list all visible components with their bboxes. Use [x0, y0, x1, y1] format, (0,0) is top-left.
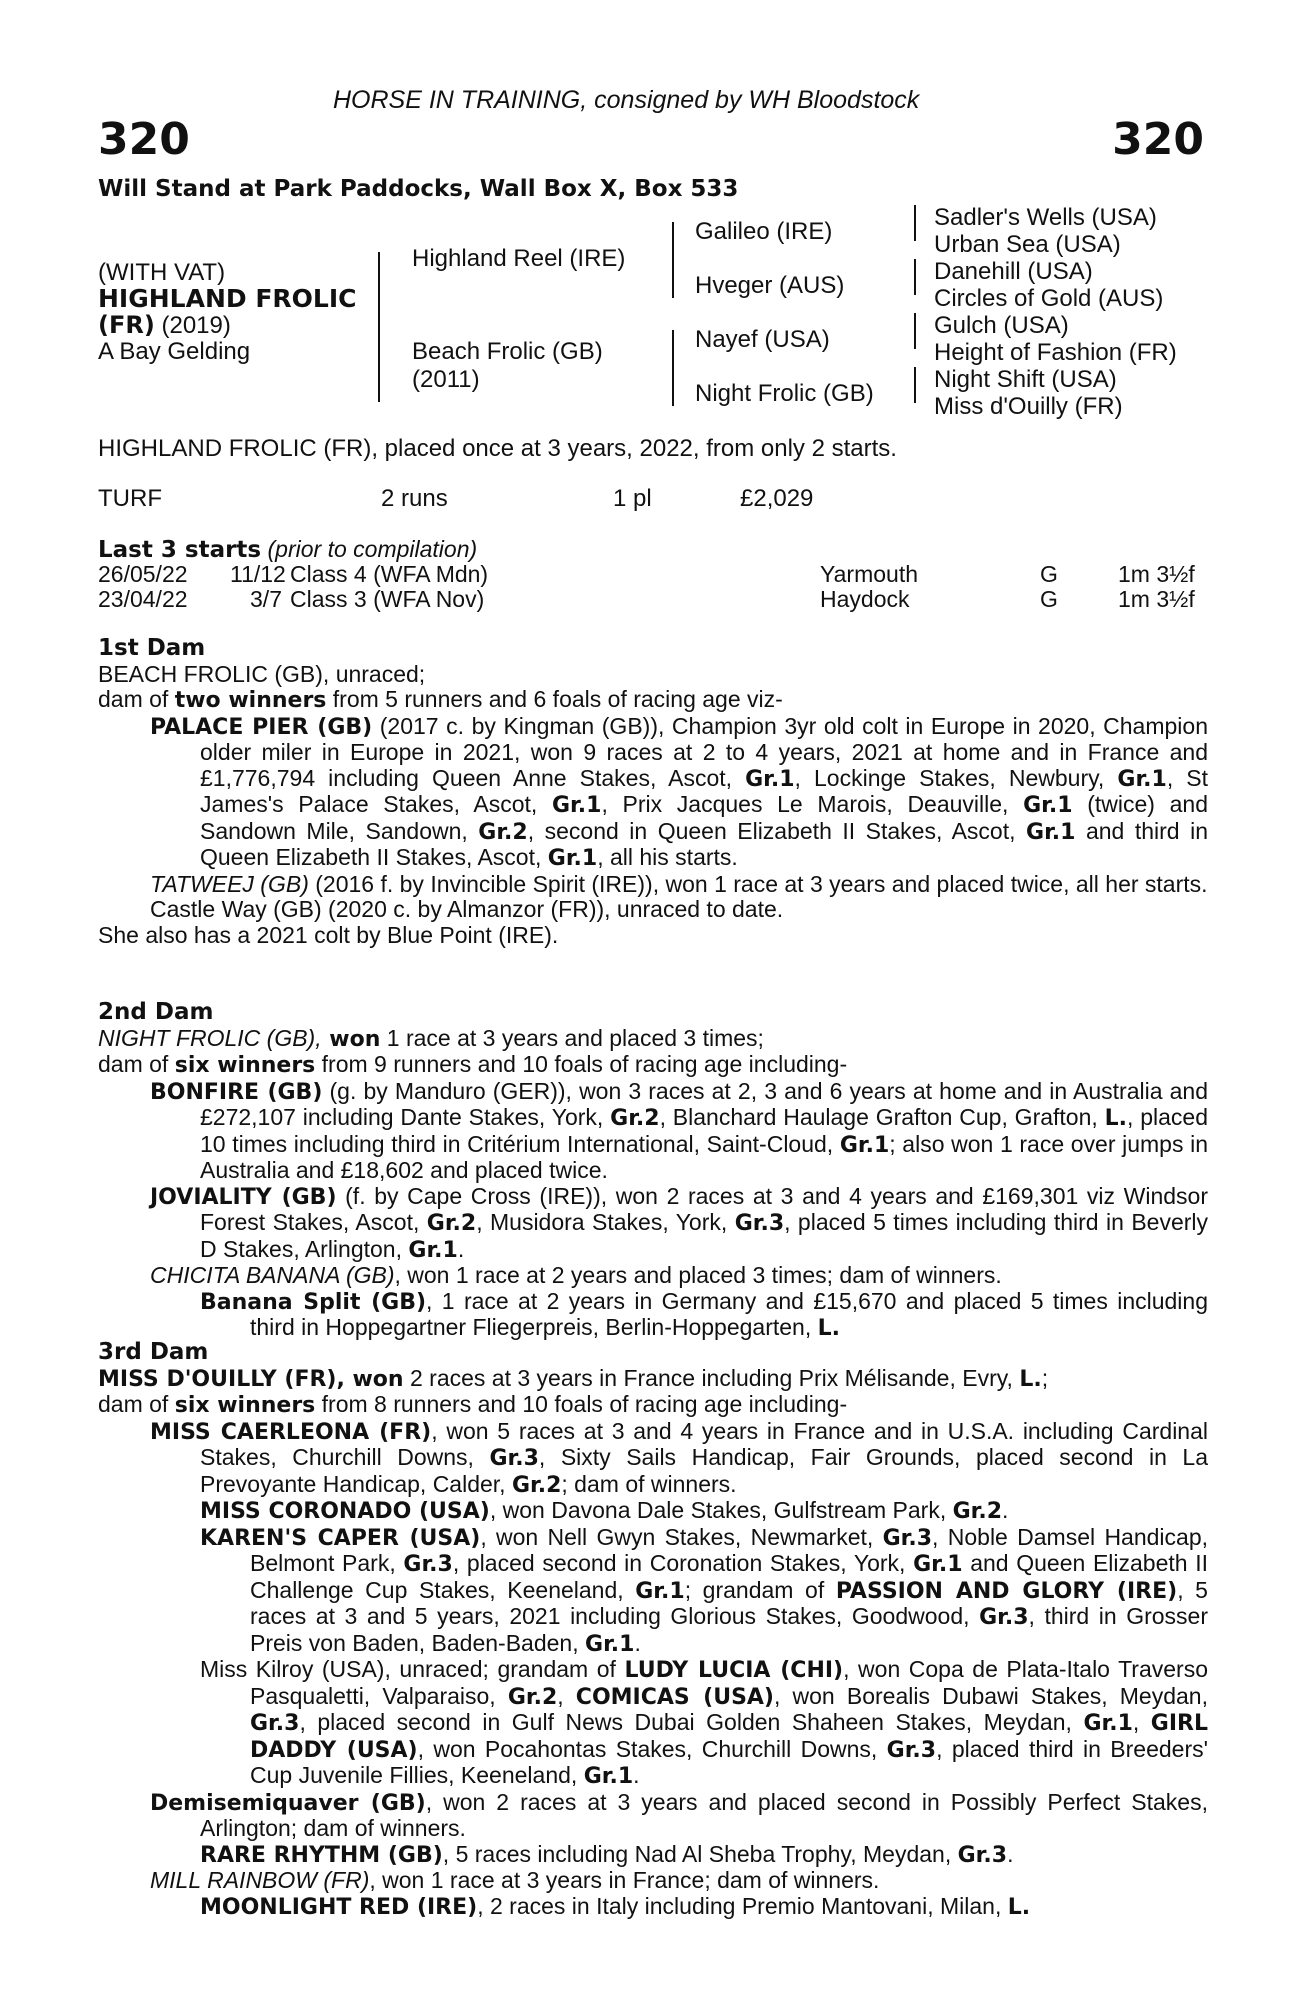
grade: Gr.1: [913, 1552, 963, 1577]
pedigree-dam-year: (2011): [412, 366, 480, 393]
pedigree-sire-dam: Hveger (AUS): [695, 272, 845, 299]
horse-name: COMICAS (USA): [575, 1684, 774, 1710]
dam-name: NIGHT FROLIC (GB),: [98, 1024, 322, 1051]
horse-name: MISS CAERLEONA (FR): [150, 1419, 432, 1445]
record-earnings: £2,029: [740, 485, 814, 512]
text: , third in Grosser Preis von Baden, Baden-Baden,: [250, 1603, 1208, 1656]
start-row-1-date: 26/05/22: [98, 561, 188, 587]
grade: Gr.1: [552, 793, 602, 818]
grade: Gr.3: [886, 1737, 937, 1763]
text: ; grandam of: [684, 1576, 836, 1603]
text: from 8 runners and 10 foals of racing age including-: [315, 1391, 848, 1417]
text: , won Pocahontas Stakes, Churchill Downs,: [417, 1735, 887, 1762]
won-label: , won: [336, 1366, 404, 1392]
horse-name: KAREN'S CAPER (USA): [200, 1525, 481, 1551]
produce-miss-caerleona: [98, 1419, 1208, 1499]
text: dam of: [98, 1051, 175, 1077]
dam-name: MISS D'OUILLY (FR): [98, 1366, 337, 1392]
pedigree-sss: Sadler's Wells (USA): [934, 204, 1157, 231]
start-row-2-date: 23/04/22: [98, 586, 188, 612]
produce-bonfire: [98, 1079, 1208, 1184]
horse-name: BONFIRE (GB): [150, 1079, 323, 1105]
last-starts-note: (prior to compilation): [267, 536, 478, 562]
record-runs: 2 runs: [381, 485, 448, 512]
horse-name: MOONLIGHT RED (IRE): [200, 1894, 478, 1920]
text: and third in Queen Elizabeth II Stakes, Ascot,: [200, 817, 1208, 870]
pedigree-brace-nightfrolic: [914, 367, 916, 403]
produce-palace-pier: [98, 714, 1208, 872]
produce-also: She also has a 2021 colt by Blue Point (IRE).: [98, 921, 559, 948]
horse-name: Banana Split (GB): [200, 1289, 427, 1315]
last-starts-title: Last 3 starts: [98, 537, 262, 563]
second-dam-section: [98, 1000, 1208, 1342]
text: , Prix Jacques Le Marois, Deauville,: [601, 791, 1024, 817]
text: and Queen Elizabeth II Challenge Cup Stakes, Keeneland,: [250, 1550, 1209, 1603]
text: (2016 f. by Invincible Spirit (IRE)), won 1 race at 3 years and placed twice, all her starts.: [308, 870, 1208, 897]
horse-name: TATWEEJ (GB): [150, 870, 309, 897]
grade: Gr.1: [745, 766, 795, 792]
text: , 1 race at 2 years in Germany and £15,670 and placed 5 times including third in Hoppegartner Fliegerpreis, Berlin-Hoppegarten,: [250, 1287, 1208, 1340]
text: from 9 runners and 10 foals of racing age including-: [315, 1051, 848, 1077]
grade: Gr.1: [1026, 819, 1076, 845]
text: , placed second in Gulf News Dubai Golden Shaheen Stakes, Meydan,: [299, 1709, 1084, 1735]
start-row-2-class: Class 3 (WFA Nov): [290, 586, 485, 612]
pedigree-brace-dam: [672, 330, 674, 406]
text: , all his starts.: [597, 844, 738, 870]
text: 2 races at 3 years in France including Prix Mélisande, Evry,: [403, 1364, 1020, 1391]
text: .: [1007, 1840, 1014, 1867]
text: (g. by Manduro (GER)), won 3 races at 2, 3 and 6 years at home and in Australia and £272,107 including Dante Stakes, York,: [200, 1077, 1208, 1130]
horse-name: HIGHLAND FROLIC: [98, 284, 357, 313]
grade: Gr.2: [952, 1499, 1003, 1524]
grade: Gr.2: [511, 1472, 562, 1498]
pedigree-ddd: Miss d'Ouilly (FR): [934, 393, 1123, 420]
pedigree-dam: Beach Frolic (GB): [412, 338, 603, 365]
text: , won Nell Gwyn Stakes, Newmarket,: [480, 1523, 883, 1550]
grade: Gr.2: [478, 819, 528, 845]
text: ,: [557, 1682, 576, 1709]
stand-location: Will Stand at Park Paddocks, Wall Box X, Box 533: [98, 176, 739, 202]
pedigree-ssd: Urban Sea (USA): [934, 231, 1121, 258]
grade: Gr.3: [979, 1605, 1029, 1630]
record-surface: TURF: [98, 485, 162, 512]
grade: Gr.1: [583, 1764, 634, 1789]
grade: Gr.1: [839, 1132, 890, 1158]
text: , 5 races at 3 and 5 years, 2021 including Glorious Stakes, Goodwood,: [250, 1576, 1208, 1629]
text: 1 race at 3 years and placed 3 times;: [380, 1024, 764, 1051]
grade: L.: [1104, 1106, 1127, 1131]
last-starts-heading: [98, 536, 477, 563]
text: , placed 10 times including third in Critérium International, Saint-Cloud,: [200, 1104, 1209, 1157]
horse-name: GIRL DADDY (USA): [250, 1711, 1208, 1763]
winners-count: six winners: [174, 1053, 316, 1078]
text: .: [633, 1762, 640, 1788]
pedigree-sire: Highland Reel (IRE): [412, 245, 626, 272]
won-label: won: [321, 1026, 381, 1052]
text: from 5 runners and 6 foals of racing age viz-: [326, 686, 783, 712]
text: , won 5 races at 3 and 4 years in France and in U.S.A. including Cardinal Stakes, Churchill Downs,: [200, 1417, 1208, 1470]
horse-name: MILL RAINBOW (FR): [150, 1867, 370, 1893]
first-dam-section: [98, 636, 1208, 948]
consignor-line: HORSE IN TRAINING, consigned by WH Bloodstock: [333, 86, 920, 114]
text: ; dam of winners.: [561, 1470, 737, 1497]
grade: Gr.3: [734, 1211, 785, 1236]
produce-rare-rhythm: [98, 1842, 1208, 1869]
text: dam of: [98, 686, 175, 712]
text: , won 1 race at 2 years and placed 3 times; dam of winners.: [394, 1262, 1002, 1288]
text: Miss Kilroy (USA), unraced; grandam of: [200, 1656, 625, 1682]
text: , won Borealis Dubawi Stakes, Meydan,: [774, 1682, 1208, 1709]
third-dam-produce-line: [98, 1392, 1208, 1419]
third-dam-line: [98, 1366, 1208, 1393]
horse-name: CHICITA BANANA (GB): [150, 1262, 395, 1288]
first-dam-produce-line: [98, 687, 1208, 714]
text: , won 2 races at 3 years and placed second in Possibly Perfect Stakes, Arlington; dam of winners.: [200, 1788, 1208, 1841]
start-row-1-class: Class 4 (WFA Mdn): [290, 561, 489, 587]
grade: L.: [1007, 1894, 1031, 1920]
second-dam-line: [98, 1026, 1208, 1053]
winners-count: two winners: [174, 688, 327, 713]
start-row-2-going: G: [1040, 586, 1058, 612]
text: , placed third in Breeders' Cup Juvenile Fillies, Keeneland,: [250, 1735, 1208, 1788]
start-row-2-course: Haydock: [820, 586, 910, 612]
grade: Gr.1: [1083, 1711, 1133, 1736]
produce-karens-caper: [98, 1525, 1208, 1658]
text: , Noble Damsel Handicap, Belmont Park,: [250, 1523, 1209, 1576]
pedigree-dss: Gulch (USA): [934, 312, 1069, 339]
pedigree-brace-hveger: [914, 259, 916, 295]
text: (f. by Cape Cross (IRE)), won 2 races at 3 and 4 years and £169,301 viz Windsor Forest Stakes, Ascot,: [200, 1182, 1208, 1235]
produce-joviality: [98, 1184, 1208, 1264]
horse-name: JOVIALITY (GB): [150, 1184, 337, 1210]
pedigree-brace-galileo: [914, 205, 916, 241]
pedigree-dam-dam: Night Frolic (GB): [695, 380, 874, 407]
text: , Blanchard Haulage Grafton Cup, Grafton,: [659, 1104, 1105, 1130]
grade: Gr.3: [489, 1446, 539, 1471]
horse-name: Demisemiquaver (GB): [150, 1790, 426, 1816]
pedigree-dds: Night Shift (USA): [934, 366, 1117, 393]
text: .: [1002, 1497, 1009, 1523]
start-row-1-distance: 1m 3½f: [1118, 561, 1195, 587]
pedigree-brace-nayef: [914, 313, 916, 349]
text: (2017 c. by Kingman (GB)), Champion 3yr old colt in Europe in 2020, Champion older miler in Europe in 2021, won 9 races at 2 to 4 years, 2021 at home and in France and £1,776,794 including Queen Anne Stakes, Ascot,: [200, 712, 1208, 791]
text: , won 1 race at 3 years in France; dam of winners.: [369, 1867, 880, 1893]
text: .: [634, 1629, 641, 1656]
text: , 2 races in Italy including Premio Mantovani, Milan,: [477, 1892, 1008, 1919]
text: ; also won 1 race over jumps in Australia and £18,602 and placed twice.: [200, 1130, 1208, 1183]
grade: Gr.1: [635, 1578, 685, 1604]
text: , won Davona Dale Stakes, Gulfstream Park,: [489, 1497, 953, 1523]
grade: Gr.2: [426, 1211, 477, 1236]
grade: L.: [1019, 1366, 1042, 1392]
text: , placed 5 times including third in Beverly D Stakes, Arlington,: [200, 1209, 1209, 1262]
pedigree-sds: Danehill (USA): [934, 258, 1093, 285]
pedigree-brace-sire: [672, 222, 674, 298]
text: , Sixty Sails Handicap, Fair Grounds, placed second in La Prevoyante Handicap, Calder,: [200, 1444, 1208, 1497]
horse-name: RARE RHYTHM (GB): [200, 1842, 443, 1868]
grade: Gr.3: [957, 1842, 1008, 1868]
horse-name: MISS CORONADO (USA): [200, 1499, 490, 1524]
text: .: [457, 1235, 465, 1262]
horse-name: LUDY LUCIA (CHI): [624, 1658, 844, 1683]
text: dam of: [98, 1391, 175, 1417]
produce-miss-kilroy: [98, 1657, 1208, 1790]
race-summary: HIGHLAND FROLIC (FR), placed once at 3 years, 2022, from only 2 starts.: [98, 435, 897, 462]
text: (twice) and Sandown Mile, Sandown,: [200, 791, 1208, 844]
grade: L.: [817, 1316, 841, 1341]
text: , 5 races including Nad Al Sheba Trophy, Meydan,: [442, 1840, 958, 1867]
horse-origin-year: [98, 311, 231, 340]
grade: Gr.3: [403, 1552, 453, 1577]
first-dam-heading: 1st Dam: [98, 635, 206, 661]
produce-castle-way: Castle Way (GB) (2020 c. by Almanzor (FR)), unraced to date.: [150, 896, 784, 922]
text: , placed second in Coronation Stakes, York,: [452, 1550, 914, 1576]
pedigree-sire-sire: Galileo (IRE): [695, 218, 833, 245]
third-dam-section: [98, 1340, 1208, 1920]
text: , Lockinge Stakes, Newbury,: [794, 764, 1118, 791]
text: ,: [1132, 1709, 1151, 1735]
second-dam-heading: 2nd Dam: [98, 999, 214, 1025]
grade: Gr.1: [585, 1631, 635, 1657]
winners-count: six winners: [174, 1393, 316, 1418]
start-row-1-course: Yarmouth: [820, 561, 919, 587]
start-row-1-pos: 11/12: [230, 561, 286, 587]
text: , won Copa de Plata-Italo Traverso Pasqualetti, Valparaiso,: [250, 1656, 1208, 1709]
text: , Musidora Stakes, York,: [476, 1209, 735, 1235]
start-row-2-pos: 3/7: [250, 586, 282, 612]
start-row-1-going: G: [1040, 561, 1058, 587]
horse-name: PASSION AND GLORY (IRE): [835, 1578, 1178, 1604]
grade: Gr.3: [250, 1711, 300, 1736]
produce-banana-split: [98, 1289, 1208, 1342]
pedigree-dam-sire: Nayef (USA): [695, 326, 830, 353]
horse-description: A Bay Gelding: [98, 338, 251, 365]
horse-name: PALACE PIER (GB): [150, 714, 373, 740]
grade: Gr.2: [507, 1684, 558, 1710]
produce-mill-rainbow: [98, 1868, 1208, 1894]
grade: Gr.1: [408, 1237, 458, 1263]
text: , St James's Palace Stakes, Ascot,: [200, 764, 1209, 817]
start-row-2-distance: 1m 3½f: [1118, 586, 1195, 612]
record-placed: 1 pl: [613, 485, 652, 512]
pedigree-brace-main: [378, 252, 380, 402]
grade: Gr.2: [610, 1106, 660, 1131]
pedigree-sdd: Circles of Gold (AUS): [934, 285, 1164, 312]
lot-number-left: 320: [98, 114, 190, 165]
text: , second in Queen Elizabeth II Stakes, Ascot,: [527, 817, 1027, 844]
second-dam-produce-line: [98, 1052, 1208, 1079]
grade: Gr.3: [882, 1525, 933, 1551]
grade: Gr.1: [547, 846, 598, 871]
first-dam-line: BEACH FROLIC (GB), unraced;: [98, 660, 426, 687]
horse-country: (FR): [98, 311, 155, 339]
grade: Gr.1: [1023, 793, 1073, 818]
horse-foal-year: (2019): [161, 312, 231, 339]
vat-note: (WITH VAT): [98, 259, 226, 286]
produce-tatweej: [98, 872, 1208, 898]
produce-miss-coronado: [98, 1498, 1208, 1525]
text: ;: [1041, 1364, 1049, 1391]
produce-chicita-banana: [98, 1263, 1208, 1289]
lot-number-right: 320: [1112, 114, 1204, 165]
produce-demisemiquaver: [98, 1790, 1208, 1842]
third-dam-heading: 3rd Dam: [98, 1339, 209, 1365]
produce-moonlight-red: [98, 1894, 1208, 1921]
pedigree-dsd: Height of Fashion (FR): [934, 339, 1177, 366]
grade: Gr.1: [1117, 766, 1167, 792]
